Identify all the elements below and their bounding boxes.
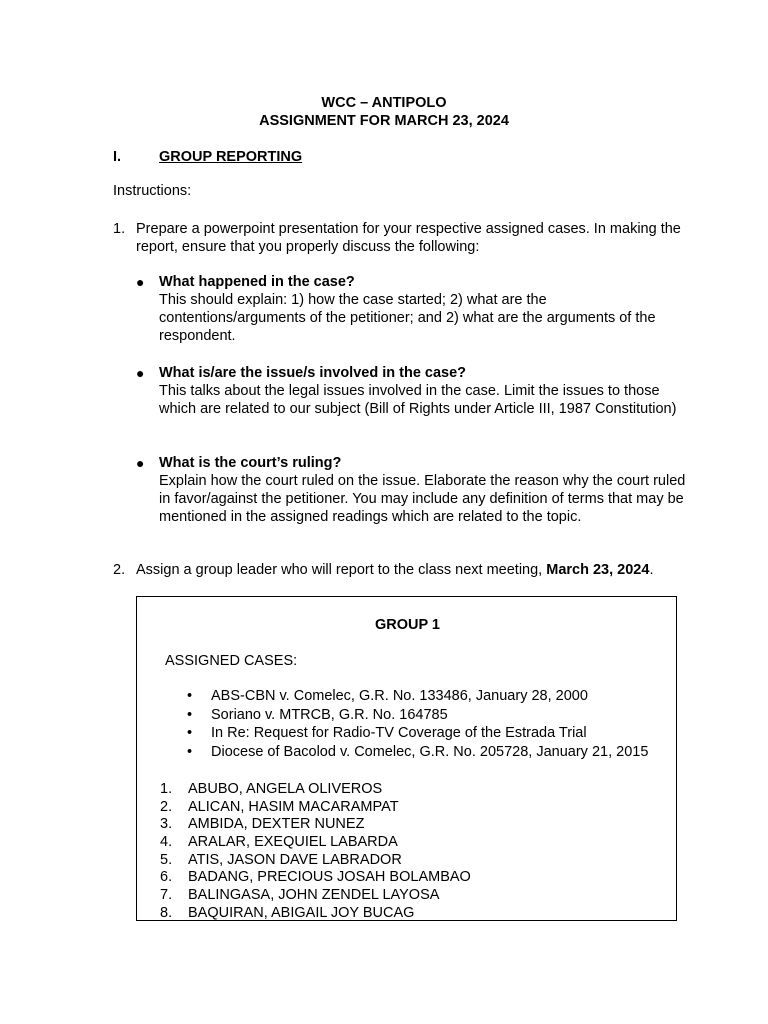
bullet-icon: • — [187, 688, 193, 704]
member-number: 6. — [160, 869, 173, 886]
case-item — [187, 687, 648, 706]
bullet-icon: • — [187, 725, 193, 741]
member-name: AMBIDA, DEXTER NUNEZ — [188, 816, 365, 833]
member-number: 5. — [160, 851, 173, 868]
bullet-heading: What is/are the issue/s involved in the case? — [159, 365, 467, 381]
bullet-heading: What is the court’s ruling? — [159, 455, 342, 471]
case-text: Diocese of Bacolod v. Comelec, G.R. No. 205728, January 21, 2015 — [211, 743, 649, 760]
case-item — [187, 743, 648, 762]
member-number: 7. — [160, 887, 173, 904]
section-title: GROUP REPORTING — [159, 149, 303, 165]
group-box — [136, 596, 677, 921]
member-name: BAQUIRAN, ABIGAIL JOY BUCAG — [188, 904, 415, 921]
assigned-cases-label: ASSIGNED CASES: — [165, 653, 298, 669]
member-item — [160, 780, 471, 798]
bullet-body: This should explain: 1) how the case started; 2) what are the contentions/arguments of the petitioner; and 2) what are the arguments of the respondent. — [159, 292, 656, 344]
member-item — [160, 833, 471, 851]
member-item — [160, 798, 471, 816]
case-text: Soriano v. MTRCB, G.R. No. 164785 — [211, 706, 448, 723]
case-text: ABS-CBN v. Comelec, G.R. No. 133486, January 28, 2000 — [211, 688, 588, 704]
member-item — [160, 868, 471, 886]
case-item — [187, 724, 648, 743]
school-title: WCC – ANTIPOLO — [321, 95, 447, 111]
member-number: 2. — [160, 798, 173, 815]
member-item — [160, 904, 471, 922]
case-item — [187, 706, 648, 725]
step-2-number: 2. — [113, 562, 126, 578]
step-1-text: Prepare a powerpoint presentation for your respective assigned cases. In making the report, ensure that you properly discuss the following: — [136, 221, 681, 255]
bullet-icon: • — [187, 706, 193, 723]
group-title: GROUP 1 — [374, 617, 440, 633]
bullet-heading: What happened in the case? — [159, 274, 355, 290]
step-2-date: March 23, 2024 — [546, 562, 650, 578]
bullet-icon: ● — [136, 274, 145, 290]
instructions-label: Instructions: — [113, 183, 192, 199]
bullet-body: This talks about the legal issues involved in the case. Limit the issues to those which are related to our subject (Bill of Rights under Article III, 1987 Constitution) — [159, 383, 677, 417]
step-2-end: . — [649, 562, 654, 578]
member-item — [160, 851, 471, 869]
member-item — [160, 815, 471, 833]
member-list — [160, 780, 471, 922]
member-number: 3. — [160, 816, 173, 833]
assignment-title: ASSIGNMENT FOR MARCH 23, 2024 — [259, 113, 509, 129]
case-list — [187, 687, 648, 761]
step-1-number: 1. — [113, 221, 126, 237]
member-name: ARALAR, EXEQUIEL LABARDA — [188, 834, 398, 851]
member-name: BALINGASA, JOHN ZENDEL LAYOSA — [188, 887, 440, 904]
case-text: In Re: Request for Radio-TV Coverage of the Estrada Trial — [211, 725, 587, 741]
section-number: I. — [113, 149, 122, 165]
member-number: 1. — [160, 781, 173, 797]
member-number: 4. — [160, 834, 173, 851]
member-name: ATIS, JASON DAVE LABRADOR — [188, 851, 402, 868]
bullet-icon: ● — [136, 455, 145, 471]
bullet-icon: • — [187, 743, 193, 760]
member-number: 8. — [160, 904, 173, 921]
step-2-main: Assign a group leader who will report to the class next meeting, — [136, 562, 543, 578]
member-item — [160, 886, 471, 904]
member-name: ABUBO, ANGELA OLIVEROS — [188, 781, 383, 797]
bullet-body: Explain how the court ruled on the issue. Elaborate the reason why the court ruled in favor/against the petitioner. You may include any definition of terms that may be mentioned in the assigned readings which are related to the topic. — [159, 473, 686, 525]
step-2-text — [136, 561, 696, 579]
member-name: BADANG, PRECIOUS JOSAH BOLAMBAO — [188, 869, 471, 886]
member-name: ALICAN, HASIM MACARAMPAT — [188, 798, 399, 815]
bullet-icon: ● — [136, 365, 145, 381]
